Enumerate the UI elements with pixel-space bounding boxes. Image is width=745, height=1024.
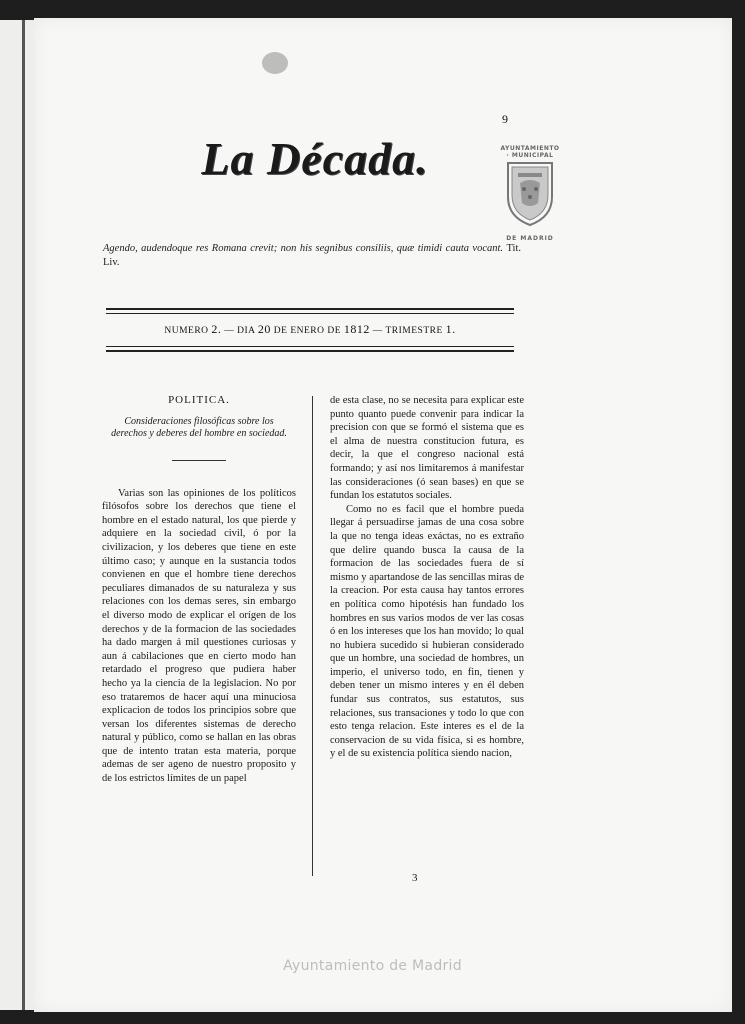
article-subtitle: Consideraciones filosóficas sobre los derechos y deberes del hombre en sociedad. [111, 415, 287, 439]
anio-value: 1812 [343, 322, 370, 336]
bottom-rule-thick [106, 350, 514, 352]
subtitle-divider [172, 460, 226, 461]
top-rule-thin [106, 313, 514, 314]
numero-value: 2. [211, 322, 222, 336]
right-paragraph-2: Como no es facil que el hombre pueda llegar á persuadirse jamas de una cosa sobre la que no tenga ideas exáctas, no es extraño que delire quando busca la causa de la formacion de las sociedades fuera de sí mismo y apartandose de las sencillas miras de la creacion. Por esta causa hay tantos errores en política como hipotésis han fundado los hombres en sus varios modos de ver las cosas ó en los intereses que los han movido; lo qual no hubiera sucedido si hubieran considerado que un hombre, una sociedad de hombres, un imperio, el universo todo, en fin, tienen y deben tener un mismo interes y en él deben fundar sus contratos, sus estatutos, sus relaciones, sus transaciones y todo lo que con esto tenga relacion. Este interes es el de la conservacion de su vida física, si es hombre, y el de su existencia política siendo nacion, [330, 503, 524, 760]
epigraph-source: Tit. Liv. [103, 243, 521, 268]
section-title: POLITICA. [168, 394, 230, 406]
left-paragraph: Varias son las opiniones de los políticos filósofos sobre los derechos que tiene el hombre en el estado natural, los que pierde y adquiere en la sociedad civil, ó por la civilizacion, y los deberes que tiene en este último caso; y aunque en la sustancia todos convienen en que el hombre tiene derechos peculiares dimanados de su naturaleza y sus relaciones con los demas seres, sin embargo el diverso modo de explicar el orígen de los derechos y de la formacion de las sociedades ha dado margen á mil questiones curiosas y aun á cabilaciones que en cierto modo han retardado el progreso que pudiera haber hecho ya la ciencia de la legislacion. No por eso trataremos de hacer aquí una minuciosa explicacion de todos los principios sobre que versan los diferentes sistemas de derecho natural y público, como se hallan en las obras que de intento tratan esta materia, porque ademas de ser ageno de nuestro proposito y de los estrictos límites de un papel [102, 487, 296, 785]
dia-value: 20 [257, 322, 271, 336]
epigraph [103, 242, 521, 270]
page-number: 9 [502, 112, 508, 126]
coat-of-arms-icon [502, 159, 558, 229]
article-column-left [102, 394, 296, 786]
issue-line [106, 322, 514, 337]
signature-mark: 3 [412, 872, 418, 884]
column-separator [312, 396, 313, 876]
article-column-right [330, 394, 524, 761]
stamp-bottom-text: DE MADRID [506, 235, 554, 242]
top-rule-thick [106, 308, 514, 310]
masthead-title: La Década. [201, 133, 429, 184]
right-paragraph-1: de esta clase, no se necesita para explicar este punto quanto puede convenir para indicar la precision con que se formó el sistema que es el alma de nuestra constitucion futura, es decir, la que el congreso nacional está formando; y así nos limitaremos á manifestar las consideraciones (ó sean bases) en que se fundan los estatutos sociales. [330, 395, 524, 502]
archive-watermark: Ayuntamiento de Madrid [283, 958, 462, 974]
binding-line [22, 20, 25, 1010]
bottom-rule-thin [106, 346, 514, 347]
trimestre-label: — TRIMESTRE [372, 326, 443, 336]
epigraph-text: Agendo, audendoque res Romana crevit; non his segnibus consiliis, quæ timidi cauta vocant. [103, 243, 504, 254]
library-stamp [498, 145, 562, 241]
ink-smudge [262, 52, 288, 74]
dia-label: — DIA [224, 326, 256, 336]
numero-label: NUMERO [164, 326, 209, 336]
trimestre-value: 1. [445, 322, 456, 336]
stamp-top-text: AYUNTAMIENTO · MUNICIPAL [500, 145, 560, 159]
mes-label: DE ENERO DE [273, 326, 342, 336]
